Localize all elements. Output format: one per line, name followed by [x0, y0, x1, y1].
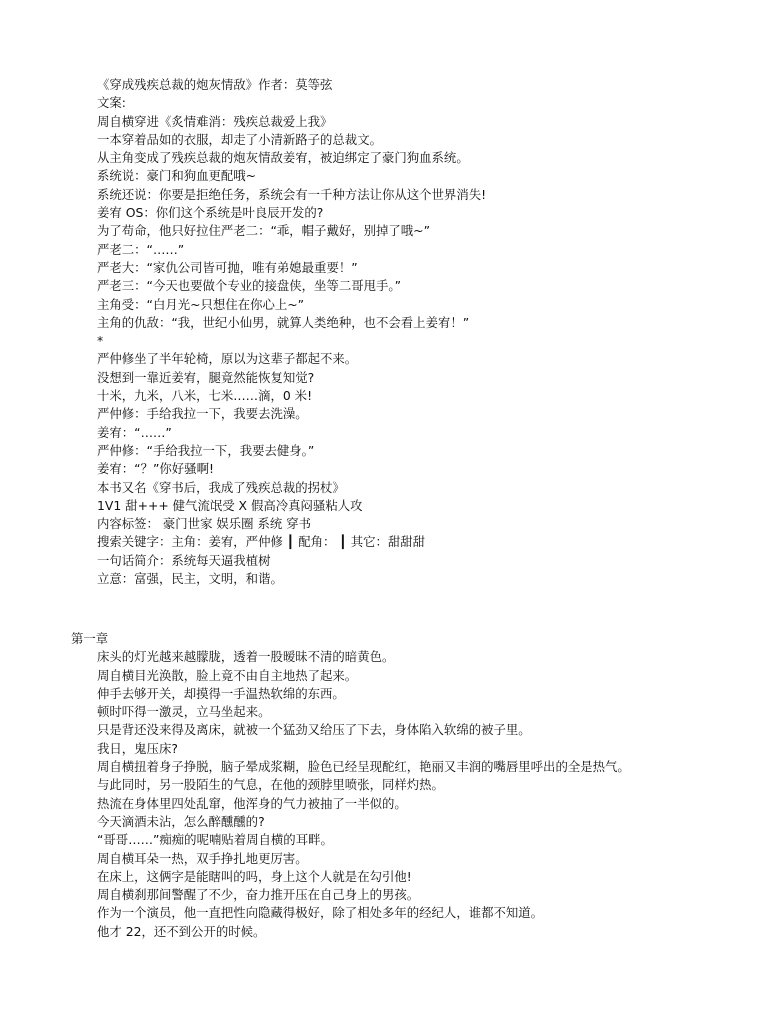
blurb-line: 主角的仇敌：“我，世纪小仙男，就算人类绝种，也不会看上姜宥！” — [97, 314, 470, 330]
paragraph-line: 周自横目光涣散，脸上竟不由自主地热了起来。 — [97, 667, 358, 683]
blurb-line: 没想到一靠近姜宥，腿竟然能恢复知觉? — [97, 369, 315, 385]
blurb-line: 严仲修：手给我拉一下，我要去洗澡。 — [97, 406, 308, 422]
paragraph-line: 伸手去够开关，却摸得一手温热软绵的东西。 — [97, 685, 345, 701]
book-title-line: 《穿成残疾总裁的炮灰情敌》作者：莫等弦 — [97, 77, 333, 92]
blurb-line: 严仲修：“手给我拉一下，我要去健身。” — [97, 442, 315, 458]
paragraph-line: 我日，鬼压床? — [97, 740, 178, 756]
blurb-line: 一本穿着品如的衣服，却走了小清新路子的总裁文。 — [97, 131, 382, 147]
blurb-line: 十米，九米，八米，七米……滴，0 米! — [97, 388, 313, 404]
blurb-line: 严仲修坐了半年轮椅，原以为这辈子都起不来。 — [97, 351, 358, 367]
blurb-line: 文案: — [97, 95, 126, 111]
blurb-line: 主角受：“白月光~只想住在你心上~” — [97, 296, 305, 312]
tags-line: 内容标签： 豪门世家 娱乐圈 系统 穿书 — [97, 516, 312, 532]
alt-title-line: 本书又名《穿书后，我成了残疾总裁的拐杖》 — [97, 479, 345, 495]
theme-line: 立意：富强，民主，文明，和谐。 — [97, 571, 283, 587]
paragraph-line: 今天滴酒未沾，怎么醉醺醺的? — [97, 813, 265, 829]
blurb-line: 姜宥：“？”你好骚啊! — [97, 461, 214, 477]
chapter-heading: 第一章 — [71, 631, 109, 646]
paragraph-line: 顿时吓得一激灵，立马坐起来。 — [97, 704, 271, 720]
paragraph-line: 他才 22，还不到公开的时候。 — [97, 923, 266, 939]
pairing-line: 1V1 甜+++ 健气流氓受 X 假高冷真闷骚粘人攻 — [97, 497, 363, 513]
chapter-one — [0, 630, 768, 941]
blurb-line: 为了苟命，他只好拉住严老二：“乖，帽子戴好，别掉了哦~” — [97, 223, 430, 239]
paragraph-line: 周自横刹那间警醒了不少，奋力推开压在自己身上的男孩。 — [97, 887, 420, 903]
book-blurb — [0, 76, 768, 588]
paragraph-line: 床头的灯光越来越朦胧，透着一股暧昧不清的暗黄色。 — [97, 649, 395, 665]
section-separator: * — [97, 333, 104, 349]
blurb-line: 严老三：“今天也要做个专业的接盘侠，坐等二哥甩手。” — [97, 278, 402, 294]
keywords-line: 搜索关键字：主角：姜宥，严仲修 ┃ 配角： ┃ 其它：甜甜甜 — [97, 534, 426, 550]
summary-line: 一句话简介：系统每天逼我植树 — [97, 552, 271, 568]
paragraph-line: 在床上，这俩字是能瞎叫的吗，身上这个人就是在勾引他! — [97, 868, 412, 884]
paragraph-line: 热流在身体里四处乱窜，他浑身的气力被抽了一半似的。 — [97, 795, 407, 811]
paragraph-line: 周自横扭着身子挣脱，脑子晕成浆糊，脸色已经呈现酡红，艳丽又丰润的嘴唇里呼出的全是热气。 — [97, 759, 630, 775]
blurb-line: 周自横穿进《炙情难消：残疾总裁爱上我》 — [97, 113, 333, 129]
paragraph-line: 周自横耳朵一热，双手挣扎地更厉害。 — [97, 850, 308, 866]
blurb-line: 从主角变成了残疾总裁的炮灰情敌姜宥，被迫绑定了豪门狗血系统。 — [97, 150, 469, 166]
blurb-line: 系统说：豪门和狗血更配哦~ — [97, 168, 257, 184]
blurb-line: 系统还说：你要是拒绝任务，系统会有一千种方法让你从这个世界消失! — [97, 186, 487, 202]
paragraph-line: “哥哥……”痴痴的呢喃贴着周自横的耳畔。 — [97, 832, 333, 848]
blurb-line: 姜宥：“……” — [97, 424, 172, 440]
paragraph-line: 作为一个演员，他一直把性向隐藏得极好，除了相处多年的经纪人，谁都不知道。 — [97, 905, 544, 921]
paragraph-line: 与此同时，另一股陌生的气息，在他的颈脖里喷张，同样灼热。 — [97, 777, 444, 793]
blurb-line: 严老大：“家仇公司皆可抛，唯有弟媳最重要！” — [97, 259, 358, 275]
blurb-line: 姜宥 OS：你们这个系统是叶良辰开发的? — [97, 205, 324, 221]
blurb-line: 严老二：“……” — [97, 241, 185, 257]
paragraph-line: 只是背还没来得及离床，就被一个猛劲又给压了下去，身体陷入软绵的被子里。 — [97, 722, 531, 738]
